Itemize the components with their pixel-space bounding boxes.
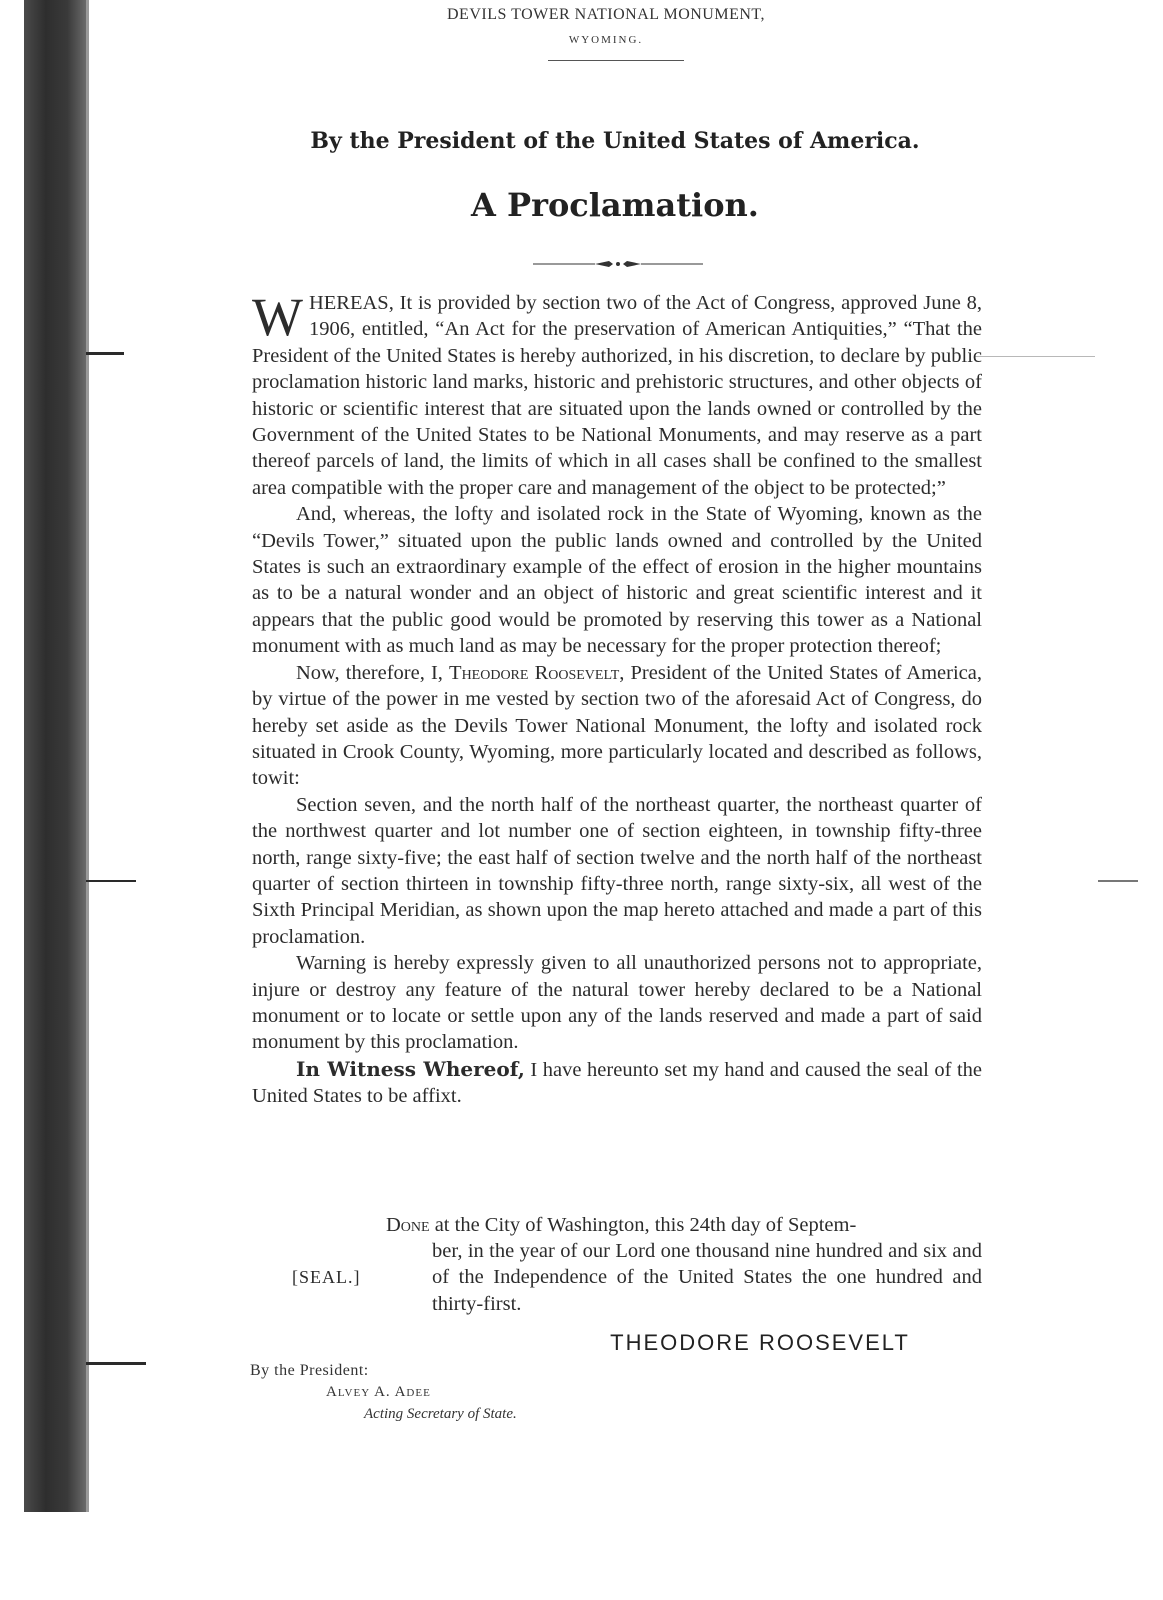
binding-notch	[86, 880, 136, 882]
paragraph-section-description: Section seven, and the north half of the northeast quarter, the northeast quarter of the northwest quarter and lot number one of section eighteen, in township fifty-three north, range sixty-five; the east half of section twelve and the north half of the northeast quarter of section thirteen in township fifty-three north, range sixty-six, all west of the Sixth Principal Meridian, as shown upon the map hereto attached and made a part of this proclamation.	[252, 793, 982, 948]
drop-cap: W	[252, 287, 303, 347]
stray-mark	[975, 356, 1095, 357]
header-rule	[548, 60, 684, 61]
done-rest-text: ber, in the year of our Lord one thousand nine hundred and six and of the Independence of the United States the one hundred and thirty-first.	[432, 1240, 982, 1315]
now-therefore-start: Now, therefore, I,	[296, 661, 450, 684]
paragraph-now-therefore	[252, 660, 982, 792]
header-state: WYOMING.	[568, 34, 644, 46]
done-first-text: at the City of Washington, this 24th day of Septem-	[429, 1214, 857, 1236]
president-name-inline: Theodore Roosevelt	[449, 661, 620, 684]
paragraph-and-whereas: And, whereas, the lofty and isolated rock in the State of Wyoming, known as the “Devils Tower,” situated upon the public lands owned and controlled by the United States is such an extraordinary example of the effect of erosion in the higher mountains as to be a natural wonder and an object of historic and great scientific interest and it appears that the public good would be promoted by reserving this tower as a National monument with as much land as may be necessary for the proper protection thereof;	[252, 503, 982, 658]
witness-phrase: In Witness Whereof,	[296, 1056, 525, 1081]
binding-strip	[24, 0, 86, 1512]
proclamation-title: A Proclamation.	[471, 186, 759, 224]
proclamation-body	[252, 287, 982, 1110]
signature-roosevelt: THEODORE ROOSEVELT	[610, 1330, 910, 1355]
binding-edge	[86, 0, 89, 1512]
witness-text: I have hereunto set my hand and caused the seal of the United States to be affixt.	[252, 1058, 982, 1108]
done-word: Done	[386, 1214, 430, 1236]
secretary-name: Alvey A. Adee	[326, 1384, 431, 1400]
by-the-president-line: By the President:	[250, 1362, 369, 1379]
paragraph-warning: Warning is hereby expressly given to all unauthorized persons not to appropriate, injure or destroy any feature of the natural tower hereby declared to be a National monument or to locate or settle upon any of the lands reserved and made a part of said monument by this proclamation.	[252, 952, 982, 1054]
paragraph-witness	[252, 1056, 982, 1110]
stray-mark	[1098, 880, 1138, 882]
header-monument-name: DEVILS TOWER NATIONAL MONUMENT,	[447, 6, 765, 23]
done-first-line	[386, 1212, 982, 1238]
now-therefore-end: , President of the United States of America, by virtue of the power in me vested by section two of the aforesaid Act of Congress, do hereby set aside as the Devils Tower National Monument, the lofty and isolated rock situated in Crook County, Wyoming, more particularly located and described as follows, towit:	[252, 661, 982, 790]
by-president-heading: By the President of the United States of America.	[310, 128, 920, 154]
binding-notch	[86, 352, 124, 355]
paragraph-whereas-text: HEREAS, It is provided by section two of the Act of Congress, approved June 8, 1906, entitled, “An Act for the preservation of American Antiquities,” “That the President of the United States is hereby authorized, in his discretion, to declare by public proclamation historic land marks, historic and prehistoric structures, and other objects of historic or scientific interest that are situated upon the lands owned or controlled by the Government of the United States to be National Monuments, and may reserve as a part thereof parcels of land, the limits of which in all cases shall be confined to the smallest area compatible with the proper care and management of the object to be protected;”	[252, 292, 982, 499]
secretary-title: Acting Secretary of State.	[364, 1406, 517, 1422]
ornament-divider	[533, 258, 703, 270]
paragraph-whereas	[252, 287, 982, 501]
seal-mark: [SEAL.]	[292, 1267, 361, 1287]
binding-notch	[86, 1362, 146, 1365]
